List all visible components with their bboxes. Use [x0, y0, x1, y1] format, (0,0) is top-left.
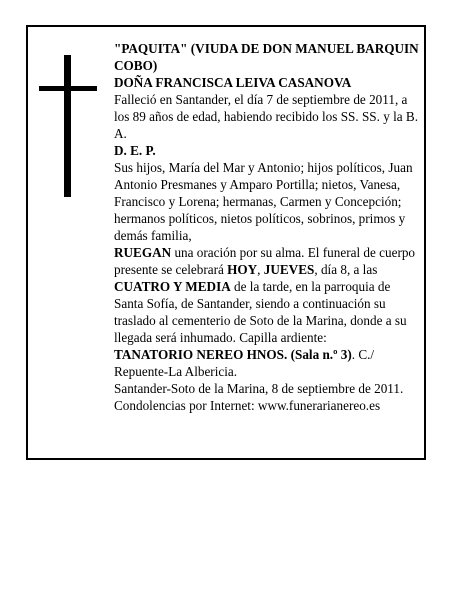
cross-vertical-bar: [64, 55, 71, 197]
hoy-label: HOY: [227, 262, 258, 277]
tanatorio-label: TANATORIO NEREO HNOS. (Sala n.º 3): [114, 347, 352, 362]
prayer-text-1: una oración por su alma. El funeral de cuerpo presente se celebrará: [114, 245, 416, 277]
funeral-paragraph: [114, 244, 420, 346]
obituary-text: [114, 40, 420, 414]
cross-horizontal-bar: [39, 86, 97, 91]
alias-heading: "PAQUITA" (VIUDA DE DON MANUEL BARQUIN COBO): [114, 41, 419, 73]
place-date-line: Santander-Soto de la Marina, 8 de septiembre de 2011.: [114, 381, 404, 396]
tanatorio-address: . C./ Repuente-La Albericia.: [114, 347, 375, 379]
ruegan-label: RUEGAN: [114, 245, 172, 260]
name-heading: DOÑA FRANCISCA LEIVA CASANOVA: [114, 75, 352, 90]
hora-label: CUATRO Y MEDIA: [114, 279, 231, 294]
family-paragraph: Sus hijos, María del Mar y Antonio; hijos políticos, Juan Antonio Presmanes y Amparo Portilla; nietos, Vanesa, Francisco y Lorena; hermanas, Carmen y Concepción; hermanos políticos, nietos políticos, sobrinos, primos y demás familia,: [114, 160, 413, 243]
tanatorio-line: [114, 346, 420, 380]
cross-icon: [39, 55, 97, 197]
prayer-text-3: de la tarde, en la parroquia de Santa Sofía, de Santander, siendo a continuación su traslado al cementerio de Soto de la Marina, donde a su llegada será inhumado. Capilla ardiente:: [114, 279, 407, 345]
comma-text: ,: [257, 262, 264, 277]
prayer-text-2: , día 8, a las: [314, 262, 378, 277]
death-statement: Falleció en Santander, el día 7 de septiembre de 2011, a los 89 años de edad, habiendo recibido los SS. SS. y la B. A.: [114, 92, 419, 141]
dep-line: D. E. P.: [114, 143, 156, 158]
jueves-label: JUEVES: [263, 262, 315, 277]
condolences-line: Condolencias por Internet: www.funerarianereo.es: [114, 398, 381, 413]
